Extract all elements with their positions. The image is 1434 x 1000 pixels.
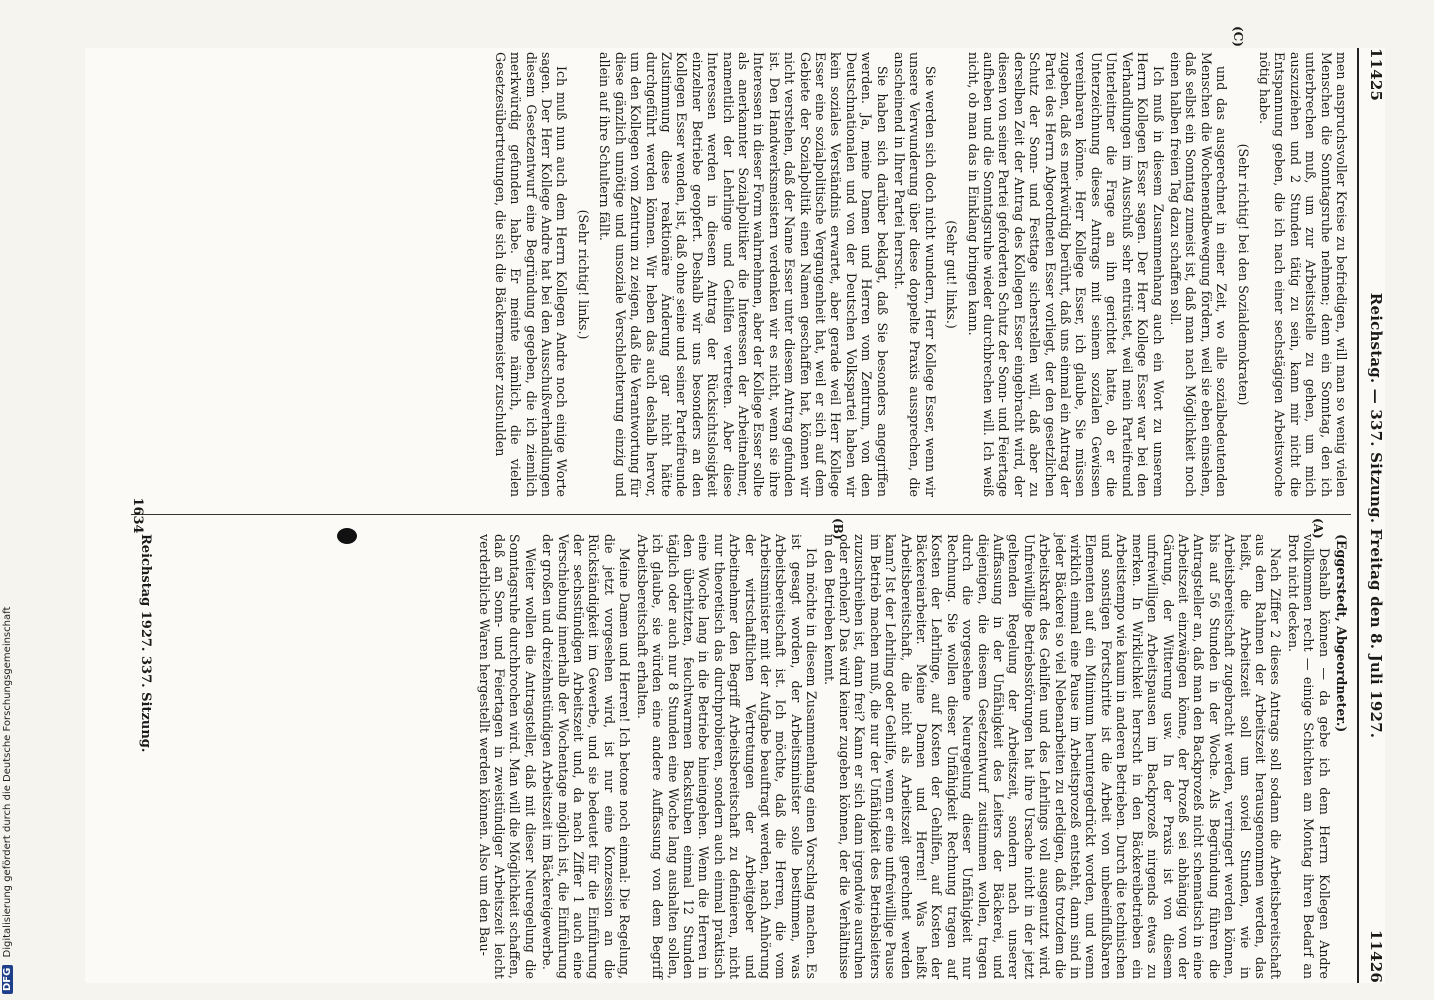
paragraph: Ich muß nun auch dem Herrn Kollegen Andre noch einige Worte sagen. Der Herr Kollege Andre hat bei den Ausschußverhandlungen diesem Gesetzentwurf eine Begründung gegeben, die ich ziemlich merkwürdig gefunden habe. Er meinte nämlich, die vielen Gesetzesübertretungen, die sich die Bäckermeister zuschulden — [492, 52, 570, 497]
digitization-credit — [2, 607, 13, 994]
page-number-right: 11426 — [1367, 929, 1385, 983]
column-divider — [131, 514, 1351, 515]
right-text-column — [474, 534, 1349, 979]
paragraph: Deshalb können — da gebe ich dem Herrn Kollegen Andre vollkommen recht — einige Schichten am Montag ihren Bedarf an Brot nicht decken. — [1285, 534, 1332, 979]
credit-text: Digitalisierung gefördert durch die Deutsche Forschungsgemeinschaft — [2, 606, 13, 958]
paragraph: Weiter wollen die Antragsteller, daß mit dieser Neuregelung die Sonntagsruhe durchbrochen wird. Man will die Möglichkeit schaffen, daß an Sonn- und Feiertagen in zweistündiger Arbeitszeit leicht verderbliche Waren hergestellt werden können. Also um den Bau- — [476, 534, 538, 979]
paragraph: Sie werden sich doch nicht wundern, Herr Kollege Esser, wenn wir unsere Verwunderung über diese doppelte Praxis aussprechen, die anscheinend in Ihrer Partei herrscht. — [892, 52, 938, 497]
page-number-left: 11425 — [1367, 48, 1385, 102]
rotated-scanned-page — [85, 26, 1385, 983]
paragraph: und das ausgerechnet in einer Zeit, wo alle sozialbedeutenden Menschen die Wochenendbewegung fördern, weil sie eben einsehen, daß selbst ein Sonntag zumeist ist, daß man nach Möglichkeit noch einen halben freien Tag dazu schaffen soll. — [1167, 52, 1230, 497]
paragraph: Meine Damen und Herren! Ich betone noch einmal: Die Regelung, die jetzt vorgesehen wird, ist nur eine Konzession an die Rückständigkeit im Gewerbe, und sie bedeutet für die Einführung der sechsstündigen Arbeitszeit und, da nach Ziffer 1 auch eine Verschiebung innerhalb der Wochentage möglich ist, die Einführung der großen und dreizehnstündigen Arbeitszeit im Bäckereigewerbe. — [540, 534, 633, 979]
margin-marker-c: (C) — [1231, 26, 1245, 47]
paragraph: men anspruchsvoller Kreise zu befriedigen, will man so wenig vielen Menschen die Sonntagsruhe nehmen; denn ein Sonntag, den ich unterbrechen muß, um zur Arbeitsstelle zu gehen, um mich auszuziehen und 2 Stunden tätig zu sein, kann mir nicht die Entspannung geben, die ich nach einer sechstägigen Arbeitswoche nötig habe. — [1256, 52, 1349, 497]
paragraph: Ich muß in diesem Zusammenhang auch ein Wort zu unserem Herrn Kollegen Esser sagen. Der Herr Kollege Esser war bei den Verhandlungen im Ausschuß sehr entrüstet, weil mein Parteifreund Unterleitner die Frage an ihn gerichtet hatte, ob er die Unterzeichnung dieses Antrags mit seinem sozialen Gewissen vereinbaren könne. Herr Kollege Esser, ich glaube, Sie müssen zugeben, daß es merkwürdig berührt, daß uns einmal ein Antrag der Partei des Herrn Abgeordneten Esser vorliegt, der den gesetzlichen Schutz der Sonn- und Festtage sicherstellen will, daß aber zu derselben Zeit der Antrag des Kollegen Esser eingebracht wird, der diesen von seiner Partei geforderten Schutz der Sonn- und Feiertage aufheben und die Sonntagsruhe wieder durchbrechen will. Ich weiß nicht, ob man das in Einklang bringen kann. — [965, 52, 1166, 497]
paragraph: Sie haben sich darüber beklagt, daß Sie besonders angegriffen werden. Ja, meine Damen und Herren vom Zentrum, von den Deutschnationalen und von der Deutschen Volkspartei haben wir kein soziales Verständnis erwartet, aber gerade weil Herr Kollege Esser eine sozialpolitische Vergangenheit hat, weil er sich auf dem Gebiete der Sozialpolitik einen Namen geschaffen hat, können wir nicht verstehen, daß der Name Esser unter diesem Antrag gefunden ist. Den Handwerksmeistern verdenken wir es nicht, wenn sie ihre Interessen in dieser Form wahrnehmen, aber der Kollege Esser sollte als anerkannter Sozialpolitiker die Interessen der Arbeitnehmer, namentlich der Lehrlinge und Gehilfen vertreten. Aber diese Interessen werden in diesem Antrag der Rücksichtslosigkeit einzelner Betriebe geopfert. Deshalb wir uns besonders an den Kollegen Esser wenden, ist, daß ohne seine und seiner Parteifreunde Zustimmung diese reaktionäre Änderung gar nicht hätte durchgeführt werden können. Wir heben das auch deshalb hervor, um den Kollegen vom Zentrum zu zeigen, daß die Verantwortung für diese gänzlich unnötige und unsoziale Verschlechterung einzig und allein auf ihre Schultern fällt. — [597, 52, 890, 497]
page-header — [1361, 48, 1385, 983]
footer-session: Reichstag 1927. 337. Sitzung. — [138, 534, 153, 753]
speaker-label: (Eggerstedt, Abgeordneter.) — [1334, 534, 1349, 733]
left-text-column — [490, 52, 1349, 497]
paragraph: Nach Ziffer 2 dieses Antrags soll sodann die Arbeitsbereitschaft aus dem Rahmen der Arbeitszeit herausgenommen werden, das heißt, die Arbeitszeit soll um soviel Stunden, wie in Arbeitsbereitschaft zugebracht werden, verringert werden können, bis auf 56 Stunden in der Woche. Als Begründung führen die Antragsteller an, daß man den Backprozeß nicht schematisch in eine Arbeitszeit einzwängen könne, der Prozeß sei abhängig von der Gärung, der Witterung usw. In der Praxis ist von diesem unfreiwilligen Arbeitspausen im Backprozeß nirgends etwas zu merken. In Wirklichkeit herrscht in den Bäckereibetrieben ein Arbeitstempo wie kaum in anderen Betrieben. Durch die technischen und sonstigen Fortschritte ist die Arbeit von unbeeinflußbaren Elementen auf ein Minimum heruntergedrückt worden, und wenn wirklich einmal eine Pause im Arbeitsprozeß entsteht, dann sind in jeder Bäckerei so viel Nebenarbeiten zu erledigen, daß trotzdem die Arbeitskraft des Gehilfen und des Lehrlings voll ausgenutzt wird. Unfreiwillige Betriebsstörungen hat ihre Ursache nicht in der jetzt geltenden Regelung der Arbeitszeit, sondern nach unserer Auffassung in der Unfähigkeit des Leiters der Bäckerei, und diejenigen, die diesem Gesetzentwurf zustimmen wollen, tragen durch die vorgesehene Neuregelung dieser Unfähigkeit nur Rechnung. Sie wollen dieser Unfähigkeit Rechnung tragen auf Kosten der Lehrlinge, auf Kosten der Gehilfen, auf Kosten der Bäckereiarbeiter. Meine Damen und Herren! Was heißt Arbeitsbereitschaft, die nicht als Arbeitszeit gerechnet werden kann? Ist der Lehrling oder Gehilfe, wenn er eine unfreiwillige Pause im Betrieb machen muß, die nur der Unfähigkeit des Betriebsleiters zuzuschreiben ist, dann frei? Kann er sich dann irgendwie ausruhen oder erholen? Das wird keiner zugeben können, der die Verhältnisse in den Betrieben kennt. — [821, 534, 1284, 979]
margin-marker-a: (A) — [1311, 518, 1325, 539]
interjection: (Sehr richtig! links.) — [575, 209, 591, 340]
ink-blot — [337, 528, 357, 544]
interjection: (Sehr richtig! bei den Sozialdemokraten) — [1235, 143, 1251, 406]
margin-marker-b: (B) — [831, 518, 845, 540]
header-rule — [1357, 48, 1359, 983]
dfg-logo: DFG — [2, 965, 13, 994]
header-title: Reichstag. — 337. Sitzung. Freitag den 8. Juli 1927. — [1367, 292, 1385, 739]
interjection: (Sehr gut! links.) — [944, 220, 960, 329]
paragraph: Ich möchte in diesem Zusammenhang einen Vorschlag machen. Es ist gesagt worden, der Arbeitsminister solle bestimmen, was Arbeitsbereitschaft ist. Ich möchte, daß die Herren, die vom Arbeitsminister mit der Aufgabe beauftragt werden, nach Anhörung der wirtschaftlichen Vertretungen der Arbeitgeber und Arbeitnehmer den Begriff Arbeitsbereitschaft zu definieren, nicht nur theoretisch das durchprobieren, sondern auch einmal praktisch eine Woche lang in die Betriebe hineingehen. Wenn die Herren in den überhitzten, feuchtwarmen Backstuben einmal 12 Stunden täglich oder auch nur 8 Stunden eine Woche lang aushalten sollen, ich glaube, sie würden eine andere Auffassung von dem Begriff Arbeitsbereitschaft erhalten. — [634, 534, 820, 979]
footer-page-number: 1634 — [130, 497, 145, 534]
